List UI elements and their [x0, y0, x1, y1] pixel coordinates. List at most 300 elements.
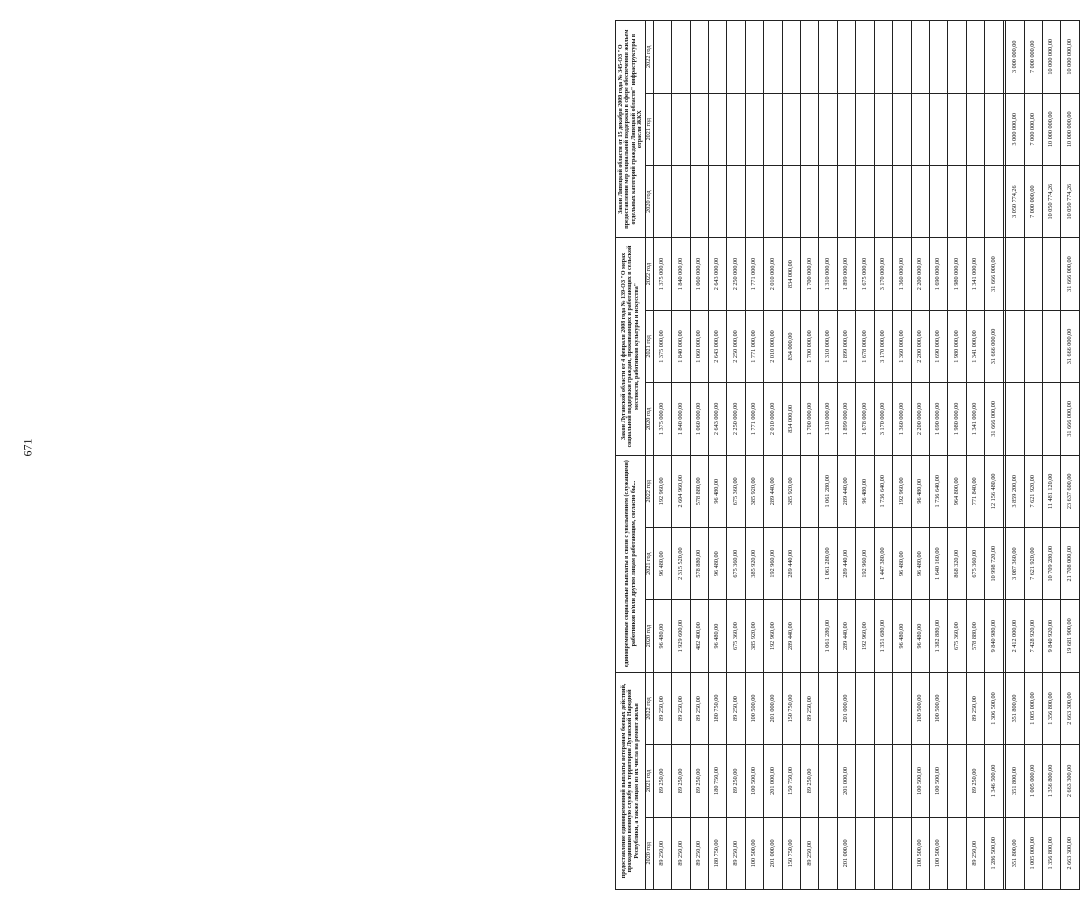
year-header-row	[646, 21, 654, 890]
table-cell: 1 346 500,00	[985, 745, 1003, 817]
table-cell	[1043, 238, 1061, 310]
table-cell	[745, 165, 763, 237]
table-cell: 385 920,00	[745, 600, 763, 672]
table-cell	[801, 455, 819, 527]
table-cell: 2 250 000,00	[727, 383, 745, 455]
table-cell: 1 375 000,00	[653, 383, 671, 455]
year-header-cell: 2020 год	[646, 817, 654, 889]
table-cell: 578 880,00	[690, 455, 708, 527]
table-cell: 7 000 000,00	[1024, 165, 1042, 237]
table-row	[690, 21, 708, 890]
table-cell	[1024, 310, 1042, 382]
table-cell	[948, 21, 966, 94]
table-cell: 1 356 800,00	[1043, 817, 1061, 889]
table-cell: 10 998 720,00	[985, 527, 1003, 599]
table-cell: 31 666 000,00	[1061, 310, 1080, 382]
table-cell	[819, 745, 837, 817]
table-cell: 2 643 000,00	[708, 238, 726, 310]
table-cell: 192 960,00	[893, 455, 911, 527]
table-cell	[893, 93, 911, 165]
table-cell: 89 250,00	[690, 672, 708, 744]
table-cell	[801, 21, 819, 94]
table-cell: 192 960,00	[764, 600, 782, 672]
table-cell: 351 800,00	[1006, 817, 1024, 889]
table-cell: 89 250,00	[801, 817, 819, 889]
table-cell	[801, 165, 819, 237]
table-row	[708, 21, 726, 890]
table-cell	[874, 93, 892, 165]
table-cell: 3 050 774,26	[1006, 165, 1024, 237]
table-cell: 578 880,00	[690, 527, 708, 599]
table-cell: 89 250,00	[672, 672, 690, 744]
table-cell: 201 000,00	[764, 817, 782, 889]
table-cell: 1 005 000,00	[1024, 817, 1042, 889]
table-cell	[764, 93, 782, 165]
table-cell: 2 200 000,00	[911, 238, 929, 310]
table-cell: 1 005 000,00	[1024, 672, 1042, 744]
rotated-table-container	[615, 20, 1080, 890]
table-cell: 351 800,00	[1006, 672, 1024, 744]
table-cell: 96 480,00	[911, 600, 929, 672]
table-cell: 3 170 000,00	[874, 238, 892, 310]
table-cell: 1 700 000,00	[801, 383, 819, 455]
table-cell: 1 310 000,00	[819, 238, 837, 310]
table-cell: 289 440,00	[837, 600, 855, 672]
table-cell: 289 440,00	[837, 527, 855, 599]
table-cell	[727, 21, 745, 94]
table-cell: 1 929 600,00	[672, 600, 690, 672]
table-cell: 31 666 000,00	[1061, 383, 1080, 455]
table-cell: 1 060 000,00	[690, 310, 708, 382]
table-cell: 10 050 774,26	[1043, 165, 1061, 237]
table-cell: 2 250 000,00	[727, 310, 745, 382]
table-cell: 1 899 000,00	[837, 383, 855, 455]
table-cell	[801, 527, 819, 599]
table-cell	[819, 165, 837, 237]
table-cell	[819, 672, 837, 744]
table-cell: 675 360,00	[727, 600, 745, 672]
table-cell	[745, 93, 763, 165]
table-cell: 100 500,00	[911, 745, 929, 817]
table-cell: 3 000 000,00	[1006, 21, 1024, 94]
table-cell: 7 621 920,00	[1024, 455, 1042, 527]
year-header-cell: 2020 год	[646, 383, 654, 455]
table-cell: 1 375 000,00	[653, 310, 671, 382]
table-cell: 100 500,00	[745, 672, 763, 744]
table-cell: 2 663 300,00	[1061, 817, 1080, 889]
table-cell: 96 480,00	[893, 600, 911, 672]
table-cell: 11 481 120,00	[1043, 455, 1061, 527]
table-cell	[672, 93, 690, 165]
table-cell	[1043, 310, 1061, 382]
table-cell: 1 700 000,00	[801, 238, 819, 310]
table-cell	[801, 93, 819, 165]
table-cell	[727, 165, 745, 237]
group-header-row	[616, 21, 646, 890]
table-cell	[985, 165, 1003, 237]
table-cell: 89 250,00	[672, 745, 690, 817]
table-cell	[874, 672, 892, 744]
year-header-cell: 2022 год	[646, 238, 654, 310]
table-row	[653, 21, 671, 890]
table-cell: 21 708 000,00	[1061, 527, 1080, 599]
table-cell: 1 690 000,00	[930, 238, 948, 310]
table-cell: 1 700 000,00	[801, 310, 819, 382]
table-cell: 180 750,00	[708, 817, 726, 889]
table-cell: 192 960,00	[856, 600, 874, 672]
table-cell: 180 750,00	[708, 745, 726, 817]
table-cell: 2 315 520,00	[672, 527, 690, 599]
table-cell	[782, 93, 800, 165]
table-cell: 96 480,00	[653, 527, 671, 599]
table-cell: 7 621 920,00	[1024, 527, 1042, 599]
table-cell	[708, 165, 726, 237]
table-cell	[948, 165, 966, 237]
table-row	[874, 21, 892, 890]
table-cell	[856, 672, 874, 744]
table-cell: 1 382 880,00	[930, 600, 948, 672]
table-cell	[708, 21, 726, 94]
year-header-cell: 2022 год	[646, 672, 654, 744]
table-cell	[690, 93, 708, 165]
table-cell: 1 640 160,00	[930, 527, 948, 599]
table-cell: 7 428 920,00	[1024, 600, 1042, 672]
table-cell	[856, 745, 874, 817]
table-cell	[782, 165, 800, 237]
table-cell: 180 750,00	[708, 672, 726, 744]
table-row	[672, 21, 690, 890]
table-cell: 89 250,00	[801, 672, 819, 744]
table-cell	[727, 93, 745, 165]
table-cell: 675 360,00	[727, 455, 745, 527]
table-cell	[856, 165, 874, 237]
table-cell: 201 000,00	[764, 745, 782, 817]
table-cell: 1 360 000,00	[893, 383, 911, 455]
table-row	[1006, 21, 1024, 890]
table-cell: 89 250,00	[690, 745, 708, 817]
table-cell	[930, 165, 948, 237]
year-header-cell: 2021 год	[646, 527, 654, 599]
table-cell	[1024, 383, 1042, 455]
table-cell: 192 960,00	[653, 455, 671, 527]
table-cell	[1024, 238, 1042, 310]
table-cell	[782, 21, 800, 94]
table-cell	[856, 817, 874, 889]
table-cell: 96 480,00	[708, 455, 726, 527]
table-row	[782, 21, 800, 890]
table-cell: 10 050 774,26	[1061, 165, 1080, 237]
table-cell: 2 663 300,00	[1061, 672, 1080, 744]
table-cell: 1 771 000,00	[745, 383, 763, 455]
table-cell: 96 480,00	[911, 527, 929, 599]
table-cell: 3 170 000,00	[874, 383, 892, 455]
table-cell: 89 250,00	[653, 672, 671, 744]
year-header-cell: 2021 год	[646, 745, 654, 817]
table-row	[911, 21, 929, 890]
table-cell: 100 500,00	[930, 745, 948, 817]
group-header: Закон Луганской области от 4 февраля 2008 года № 139-ОЗ "О мерах социальной поддержки граждан, проживающих и работающих в сельской местности, работников культуры и искусства"	[616, 238, 646, 455]
table-row	[764, 21, 782, 890]
table-cell	[801, 600, 819, 672]
table-cell: 100 500,00	[930, 672, 948, 744]
table-cell: 89 250,00	[801, 745, 819, 817]
table-cell: 150 750,00	[782, 745, 800, 817]
table-cell	[966, 93, 984, 165]
table-cell: 2 604 960,00	[672, 455, 690, 527]
table-cell: 1 005 000,00	[1024, 745, 1042, 817]
table-cell	[819, 817, 837, 889]
table-cell	[708, 93, 726, 165]
table-cell: 1 690 000,00	[930, 383, 948, 455]
table-cell: 289 440,00	[764, 455, 782, 527]
table-cell: 201 000,00	[837, 817, 855, 889]
table-cell: 1 360 000,00	[893, 238, 911, 310]
table-cell: 1 980 000,00	[948, 383, 966, 455]
table-cell: 150 750,00	[782, 817, 800, 889]
table-row	[745, 21, 763, 890]
table-cell: 2 663 300,00	[1061, 745, 1080, 817]
table-cell: 1 980 000,00	[948, 238, 966, 310]
table-cell: 89 250,00	[653, 745, 671, 817]
table-cell: 834 000,00	[782, 238, 800, 310]
table-cell	[948, 672, 966, 744]
table-cell: 289 440,00	[782, 527, 800, 599]
table-cell: 2 250 000,00	[727, 238, 745, 310]
table-cell	[966, 21, 984, 94]
group-header: Закон Липецкой области от 15 декабря 2009 года № 345-ОЗ "О предоставлении мер социальной поддержки в сфере обеспечения жильем отдельных категорий граждан Липецкой области" инфраструктуры в отрасли ЖКХ	[616, 21, 646, 238]
table-cell	[856, 21, 874, 94]
page-number: 671	[20, 438, 35, 457]
table-cell: 351 800,00	[1006, 745, 1024, 817]
table-cell	[930, 21, 948, 94]
table-cell: 1 341 000,00	[966, 238, 984, 310]
table-cell	[690, 165, 708, 237]
table-cell: 10 000 000,00	[1061, 21, 1080, 94]
table-cell	[893, 21, 911, 94]
table-cell: 96 480,00	[708, 600, 726, 672]
table-cell	[672, 165, 690, 237]
table-cell: 482 400,00	[690, 600, 708, 672]
table-cell: 23 637 600,00	[1061, 455, 1080, 527]
table-cell: 96 480,00	[708, 527, 726, 599]
table-cell: 1 771 000,00	[745, 238, 763, 310]
table-cell: 1 678 000,00	[856, 383, 874, 455]
group-header: предоставление единовременной выплаты ветеранам боевых действий, проходившим военную службу на территории Луганской Народной Республики, а также лицам из их числа на ремонт жилья	[616, 672, 646, 889]
table-cell: 96 480,00	[893, 527, 911, 599]
table-cell	[1006, 383, 1024, 455]
table-cell: 89 250,00	[727, 745, 745, 817]
table-cell	[1043, 383, 1061, 455]
table-row	[930, 21, 948, 890]
table-cell: 1 840 000,00	[672, 383, 690, 455]
table-row	[727, 21, 745, 890]
budget-table	[615, 20, 1080, 890]
table-cell: 964 800,00	[948, 455, 966, 527]
table-cell	[893, 817, 911, 889]
table-cell	[930, 93, 948, 165]
table-cell: 1 310 000,00	[819, 310, 837, 382]
table-cell: 868 320,00	[948, 527, 966, 599]
table-cell: 89 250,00	[653, 817, 671, 889]
table-row	[837, 21, 855, 890]
table-row	[1043, 21, 1061, 890]
group-header: единовременные социальные выплаты в связи с увольнением (служащими) работников и/или другим лицам работающим, согласно бы...	[616, 455, 646, 672]
table-row	[856, 21, 874, 890]
table-cell	[911, 21, 929, 94]
table-cell: 7 000 000,00	[1024, 93, 1042, 165]
table-cell	[948, 745, 966, 817]
table-cell: 675 360,00	[966, 527, 984, 599]
table-cell: 9 840 980,00	[985, 600, 1003, 672]
table-cell: 1 356 800,00	[1043, 745, 1061, 817]
table-cell: 1 351 680,00	[874, 600, 892, 672]
table-cell: 10 000 000,00	[1043, 93, 1061, 165]
table-cell: 1 840 000,00	[672, 238, 690, 310]
table-cell: 834 000,00	[782, 310, 800, 382]
table-cell	[856, 93, 874, 165]
table-cell	[764, 21, 782, 94]
table-cell: 1 980 000,00	[948, 310, 966, 382]
table-cell: 578 880,00	[966, 600, 984, 672]
table-cell: 385 920,00	[745, 527, 763, 599]
table-cell	[819, 93, 837, 165]
table-cell: 1 675 000,00	[856, 238, 874, 310]
table-cell	[893, 672, 911, 744]
table-cell	[672, 21, 690, 94]
table-cell: 289 440,00	[837, 455, 855, 527]
table-cell	[653, 21, 671, 94]
table-cell	[690, 21, 708, 94]
table-cell	[837, 21, 855, 94]
table-cell	[985, 21, 1003, 94]
table-cell: 100 500,00	[745, 817, 763, 889]
table-cell: 96 480,00	[653, 600, 671, 672]
table-cell: 289 440,00	[782, 600, 800, 672]
table-cell: 3 170 000,00	[874, 310, 892, 382]
table-cell: 89 250,00	[966, 672, 984, 744]
year-header-cell: 2021 год	[646, 93, 654, 165]
table-cell: 2 643 000,00	[708, 310, 726, 382]
table-row	[966, 21, 984, 890]
table-cell: 1 736 640,00	[930, 455, 948, 527]
table-cell: 1 899 000,00	[837, 238, 855, 310]
table-cell: 2 010 000,00	[764, 310, 782, 382]
table-cell: 31 666 000,00	[1061, 238, 1080, 310]
table-cell: 201 000,00	[837, 672, 855, 744]
table-cell	[893, 165, 911, 237]
table-cell	[911, 165, 929, 237]
table-cell: 1 360 000,00	[893, 310, 911, 382]
table-cell	[874, 21, 892, 94]
table-cell: 1 060 000,00	[690, 383, 708, 455]
table-row	[948, 21, 966, 890]
table-cell: 1 447 380,00	[874, 527, 892, 599]
table-cell	[837, 93, 855, 165]
table-cell	[764, 165, 782, 237]
table-cell: 9 840 920,00	[1043, 600, 1061, 672]
table-cell: 675 360,00	[727, 527, 745, 599]
year-header-cell: 2020 год	[646, 165, 654, 237]
table-row	[985, 21, 1003, 890]
table-cell: 1 736 640,00	[874, 455, 892, 527]
table-cell: 1 061 280,00	[819, 455, 837, 527]
table-cell: 1 061 280,00	[819, 600, 837, 672]
table-cell: 2 412 000,00	[1006, 600, 1024, 672]
table-cell: 1 310 000,00	[819, 383, 837, 455]
table-cell: 1 061 280,00	[819, 527, 837, 599]
table-cell: 1 286 500,00	[985, 817, 1003, 889]
table-cell: 31 666 000,00	[985, 383, 1003, 455]
table-cell: 1 356 800,00	[1043, 672, 1061, 744]
table-cell: 10 000 000,00	[1061, 93, 1080, 165]
table-cell: 100 500,00	[911, 817, 929, 889]
table-cell: 89 250,00	[672, 817, 690, 889]
table-cell: 2 643 000,00	[708, 383, 726, 455]
table-cell: 2 200 000,00	[911, 383, 929, 455]
table-row	[893, 21, 911, 890]
table-cell	[819, 21, 837, 94]
table-cell: 385 920,00	[782, 455, 800, 527]
table-cell: 1 375 000,00	[653, 238, 671, 310]
table-cell: 89 250,00	[966, 745, 984, 817]
table-cell	[985, 93, 1003, 165]
table-cell: 201 000,00	[764, 672, 782, 744]
table-cell	[874, 745, 892, 817]
table-cell: 89 250,00	[690, 817, 708, 889]
table-cell: 31 666 000,00	[985, 238, 1003, 310]
year-header-cell: 2022 год	[646, 455, 654, 527]
table-cell: 7 000 000,00	[1024, 21, 1042, 94]
table-cell	[874, 165, 892, 237]
year-header-cell: 2021 год	[646, 310, 654, 382]
table-cell: 1 306 500,00	[985, 672, 1003, 744]
table-cell	[948, 817, 966, 889]
table-cell: 1 771 000,00	[745, 310, 763, 382]
table-cell	[837, 165, 855, 237]
table-cell: 31 666 000,00	[985, 310, 1003, 382]
table-cell	[653, 165, 671, 237]
table-cell: 201 000,00	[837, 745, 855, 817]
table-cell: 96 480,00	[856, 455, 874, 527]
table-cell	[966, 165, 984, 237]
table-cell: 3 087 360,00	[1006, 527, 1024, 599]
table-cell: 3 000 000,00	[1006, 93, 1024, 165]
table-cell	[893, 745, 911, 817]
table-cell: 675 360,00	[948, 600, 966, 672]
year-header-cell: 2022 год	[646, 21, 654, 94]
table-cell: 89 250,00	[966, 817, 984, 889]
table-cell: 1 678 000,00	[856, 310, 874, 382]
year-header-cell: 2020 год	[646, 600, 654, 672]
table-cell: 96 480,00	[911, 455, 929, 527]
table-cell: 100 500,00	[930, 817, 948, 889]
table-row	[1024, 21, 1042, 890]
table-cell	[948, 93, 966, 165]
table-cell: 385 920,00	[745, 455, 763, 527]
table-cell: 89 250,00	[727, 817, 745, 889]
table-cell: 150 750,00	[782, 672, 800, 744]
table-cell: 192 960,00	[856, 527, 874, 599]
table-cell: 1 060 000,00	[690, 238, 708, 310]
table-cell	[653, 93, 671, 165]
table-cell: 100 500,00	[911, 672, 929, 744]
table-cell: 12 156 480,00	[985, 455, 1003, 527]
table-cell	[911, 93, 929, 165]
table-cell: 2 010 000,00	[764, 238, 782, 310]
table-cell	[874, 817, 892, 889]
table-cell: 89 250,00	[727, 672, 745, 744]
table-cell	[1006, 310, 1024, 382]
